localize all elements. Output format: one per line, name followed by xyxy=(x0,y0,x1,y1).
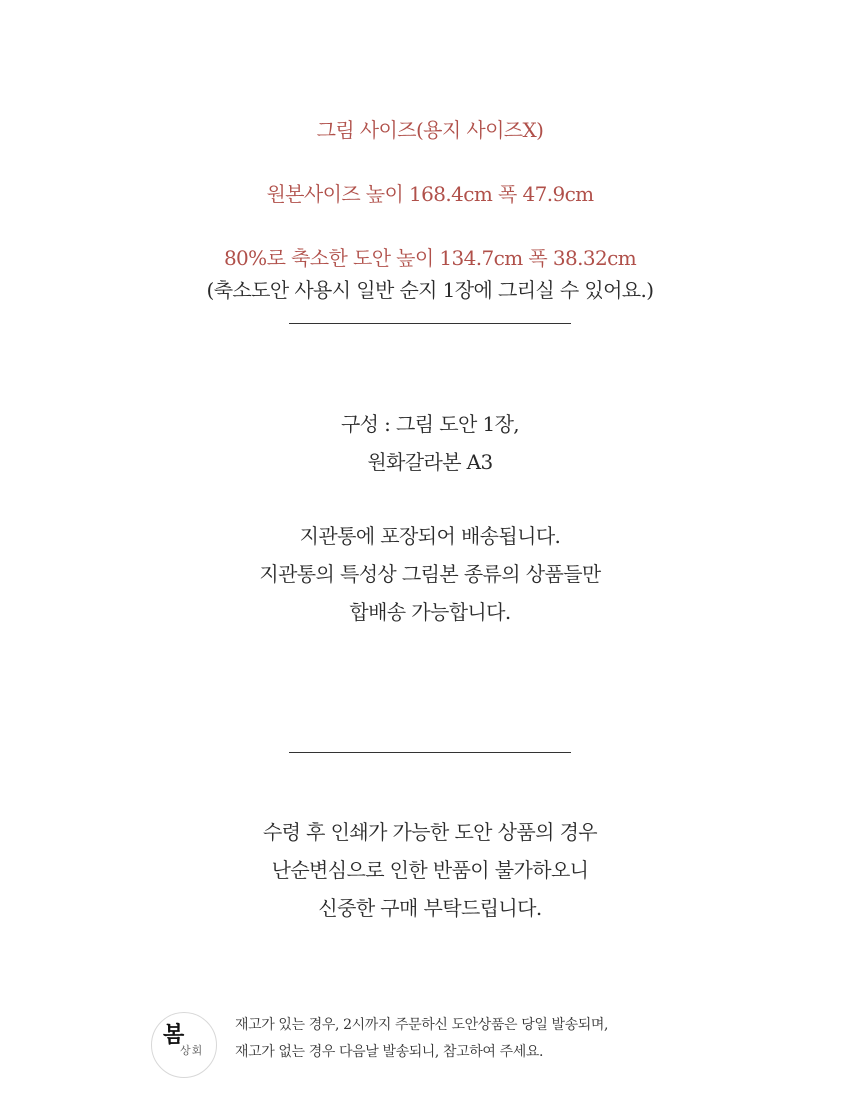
policy-line-1: 수령 후 인쇄가 가능한 도안 상품의 경우 xyxy=(262,820,598,844)
policy-line-3: 신중한 구매 부탁드립니다. xyxy=(318,896,542,920)
shipping-line-2: 지관통의 특성상 그림본 종류의 상품들만 xyxy=(259,562,601,586)
brand-logo-main: 봄 xyxy=(163,1023,185,1048)
size-title: 그림 사이즈(용지 사이즈X) xyxy=(316,118,544,142)
composition-line-1: 구성 : 그림 도안 1장, xyxy=(340,412,520,436)
divider-bottom xyxy=(289,752,571,753)
reduced-size: 80%로 축소한 도안 높이 134.7cm 폭 38.32cm xyxy=(223,246,637,270)
brand-logo xyxy=(151,1012,217,1078)
brand-logo-sub: 상회 xyxy=(180,1044,204,1057)
shipping-line-3: 합배송 가능합니다. xyxy=(349,600,511,624)
composition-line-2: 원화갈라본 A3 xyxy=(367,450,493,474)
original-size: 원본사이즈 높이 168.4cm 폭 47.9cm xyxy=(266,182,594,206)
shipping-notice-line-2: 재고가 없는 경우 다음날 발송되니, 참고하여 주세요. xyxy=(235,1044,544,1060)
shipping-line-1: 지관통에 포장되어 배송됩니다. xyxy=(299,524,561,548)
divider-top xyxy=(289,323,571,324)
policy-line-2: 난순변심으로 인한 반품이 불가하오니 xyxy=(271,858,589,882)
reduced-size-note: (축소도안 사용시 일반 순지 1장에 그리실 수 있어요.) xyxy=(206,278,654,302)
shipping-notice-line-1: 재고가 있는 경우, 2시까지 주문하신 도안상품은 당일 발송되며, xyxy=(235,1017,609,1033)
